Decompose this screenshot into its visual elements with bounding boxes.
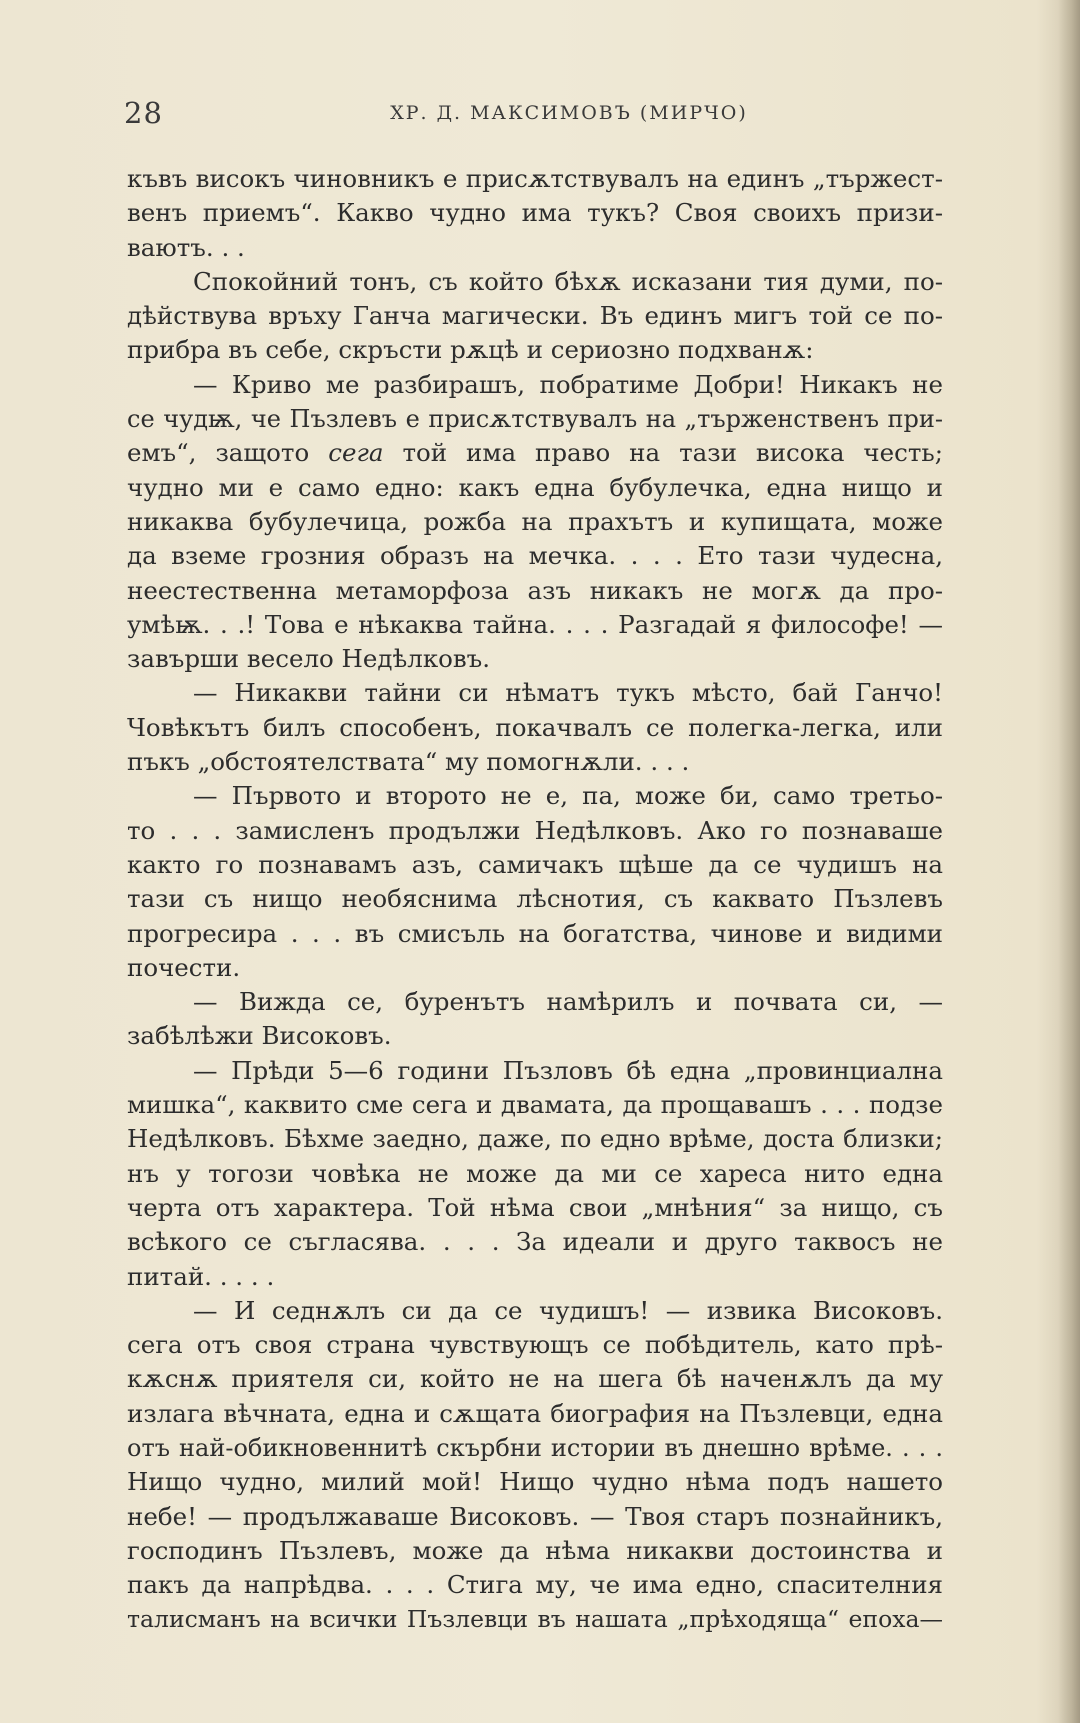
- text-line: забѣлѣжи Високовъ.: [127, 1021, 392, 1051]
- body-text: [127, 162, 943, 1637]
- text-line: [127, 436, 943, 470]
- text-line: завърши весело Недѣлковъ.: [127, 644, 491, 674]
- text-line: господинъ Пъзлевъ, може да нѣма никакви достоинства и: [127, 1535, 943, 1565]
- text-line: излага вѣчната, една и сѫщата биография на Пъзлевци, една: [127, 1398, 943, 1428]
- text-line: отъ най-обикновеннитѣ скърбни истории въ днешно врѣме. . . .: [127, 1433, 943, 1462]
- text-line: тази съ нищо необяснима лѣснотия, съ каквато Пъзлевъ: [127, 884, 943, 914]
- text-line: пакъ да напрѣдва. . . . Стига му, че има едно, спасителния: [127, 1570, 943, 1600]
- text-line: прибра въ себе, скръсти рѫцѣ и сериозно подхванѫ:: [127, 335, 814, 365]
- text-line: — И седнѫлъ си да се чудишъ! — извика Високовъ.: [193, 1295, 943, 1325]
- text-line: — Прѣди 5—6 години Пъзловъ бѣ една „провинциална: [193, 1055, 943, 1085]
- text-line: сега отъ своя страна чувствующъ се побѣдитель, като прѣ-: [127, 1330, 943, 1360]
- text-line: талисманъ на всички Пъзлевци въ нашата „прѣходяща“ епоха—: [127, 1605, 943, 1634]
- text-segment: той има право на тази висока честь;: [402, 438, 943, 468]
- text-line: Нищо чудно, милий мой! Нищо чудно нѣма подъ нашето: [127, 1467, 943, 1497]
- text-line: — Първото и второто не е, па, може би, само третьо-: [193, 781, 943, 811]
- text-line: пъкъ „обстоятелствата“ му помогнѫли. . . .: [127, 747, 690, 777]
- text-line: ваютъ. . .: [127, 232, 245, 262]
- text-line: небе! — продължаваше Високовъ. — Твоя старъ познайникъ,: [127, 1501, 943, 1531]
- page-header: [124, 96, 944, 136]
- text-line: мишка“, каквито сме сега и двамата, да прощавашъ . . . подзе: [127, 1090, 943, 1120]
- text-line: нъ у тогози човѣка не може да ми се хареса нито една: [127, 1158, 943, 1188]
- italic-word: сега: [328, 438, 384, 468]
- text-line: всѣкого се съгласява. . . . За идеали и друго таквосъ не: [127, 1227, 943, 1257]
- text-line: черта отъ характера. Той нѣма свои „мнѣния“ за нищо, съ: [127, 1192, 943, 1222]
- page-number: 28: [124, 96, 163, 130]
- text-line: Човѣкътъ билъ способенъ, покачвалъ се полегка-легка, или: [127, 712, 943, 742]
- text-line: прогресира . . . въ смисъль на богатства, чинове и видими: [127, 918, 943, 948]
- running-head: ХР. Д. МАКСИМОВЪ (МИРЧО): [390, 102, 748, 124]
- text-line: умѣѭ. . .! Това е нѣкаква тайна. . . . Разгадай я философе! —: [127, 609, 943, 639]
- text-line: то . . . замисленъ продължи Недѣлковъ. Ако го познаваше: [127, 815, 943, 845]
- text-line: Спокойний тонъ, съ който бѣхѫ исказани тия думи, по-: [193, 266, 943, 296]
- text-line: — Криво ме разбирашъ, побратиме Добри! Никакъ не: [193, 369, 943, 399]
- text-line: къвъ високъ чиновникъ е присѫтствувалъ на единъ „тържест-: [127, 164, 943, 193]
- text-line: — Никакви тайни си нѣматъ тукъ мѣсто, бай Ганчо!: [193, 678, 943, 708]
- text-line: Недѣлковъ. Бѣхме заедно, даже, по едно врѣме, доста близки;: [127, 1124, 943, 1154]
- text-line: неестественна метаморфоза азъ никакъ не могѫ да про-: [127, 575, 943, 605]
- text-line: — Вижда се, буренътъ намѣрилъ и почвата си, —: [193, 987, 943, 1017]
- text-line: питай. . . . .: [127, 1261, 275, 1291]
- text-line: кѫснѫ приятеля си, който не на шега бѣ наченѫлъ да му: [127, 1364, 943, 1394]
- page-edge-shadow: [1058, 0, 1080, 1723]
- text-line: да вземе грозния образъ на мечка. . . . Ето тази чудесна,: [127, 541, 943, 571]
- text-line: се чудѭ, че Пъзлевъ е присѫтствувалъ на „търженственъ при-: [127, 405, 943, 434]
- text-line: почести.: [127, 952, 241, 982]
- text-line: никаква бубулечица, рожба на прахътъ и купищата, може: [127, 506, 943, 536]
- text-line: венъ приемъ“. Какво чудно има тукъ? Своя своихъ призи-: [127, 198, 943, 228]
- text-segment: емъ“, защото: [127, 438, 310, 468]
- text-line: както го познавамъ азъ, самичакъ щѣше да се чудишъ на: [127, 849, 943, 879]
- text-line: чудно ми е само едно: какъ една бубулечка, една нищо и: [127, 472, 943, 502]
- text-line: дѣйствува връху Ганча магически. Въ единъ мигъ той се по-: [127, 301, 943, 331]
